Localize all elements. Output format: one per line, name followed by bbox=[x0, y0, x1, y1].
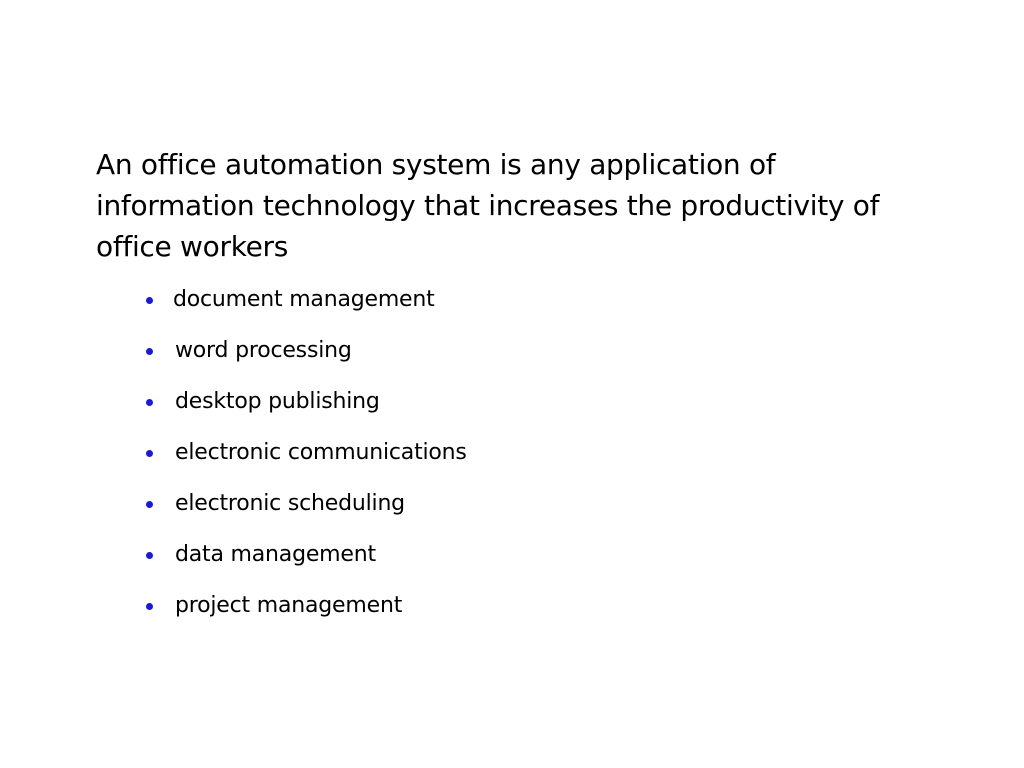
list-item-text: desktop publishing bbox=[175, 389, 380, 414]
list-item-text: project management bbox=[175, 593, 403, 618]
bullet-icon bbox=[146, 552, 153, 559]
bullet-icon bbox=[146, 348, 153, 355]
bullet-icon bbox=[146, 501, 153, 508]
list-item-text: document management bbox=[173, 287, 435, 312]
list-item-text: electronic scheduling bbox=[175, 491, 405, 516]
bullet-icon bbox=[146, 450, 153, 457]
bullet-icon bbox=[146, 603, 153, 610]
bullet-icon bbox=[146, 297, 153, 304]
list-item-text: electronic communications bbox=[175, 440, 467, 465]
list-item-text: data management bbox=[175, 542, 376, 567]
intro-paragraph: An office automation system is any application of information technology that increases the productivity of office workers bbox=[96, 148, 880, 263]
bullet-icon bbox=[146, 399, 153, 406]
list-item-text: word processing bbox=[175, 338, 352, 363]
